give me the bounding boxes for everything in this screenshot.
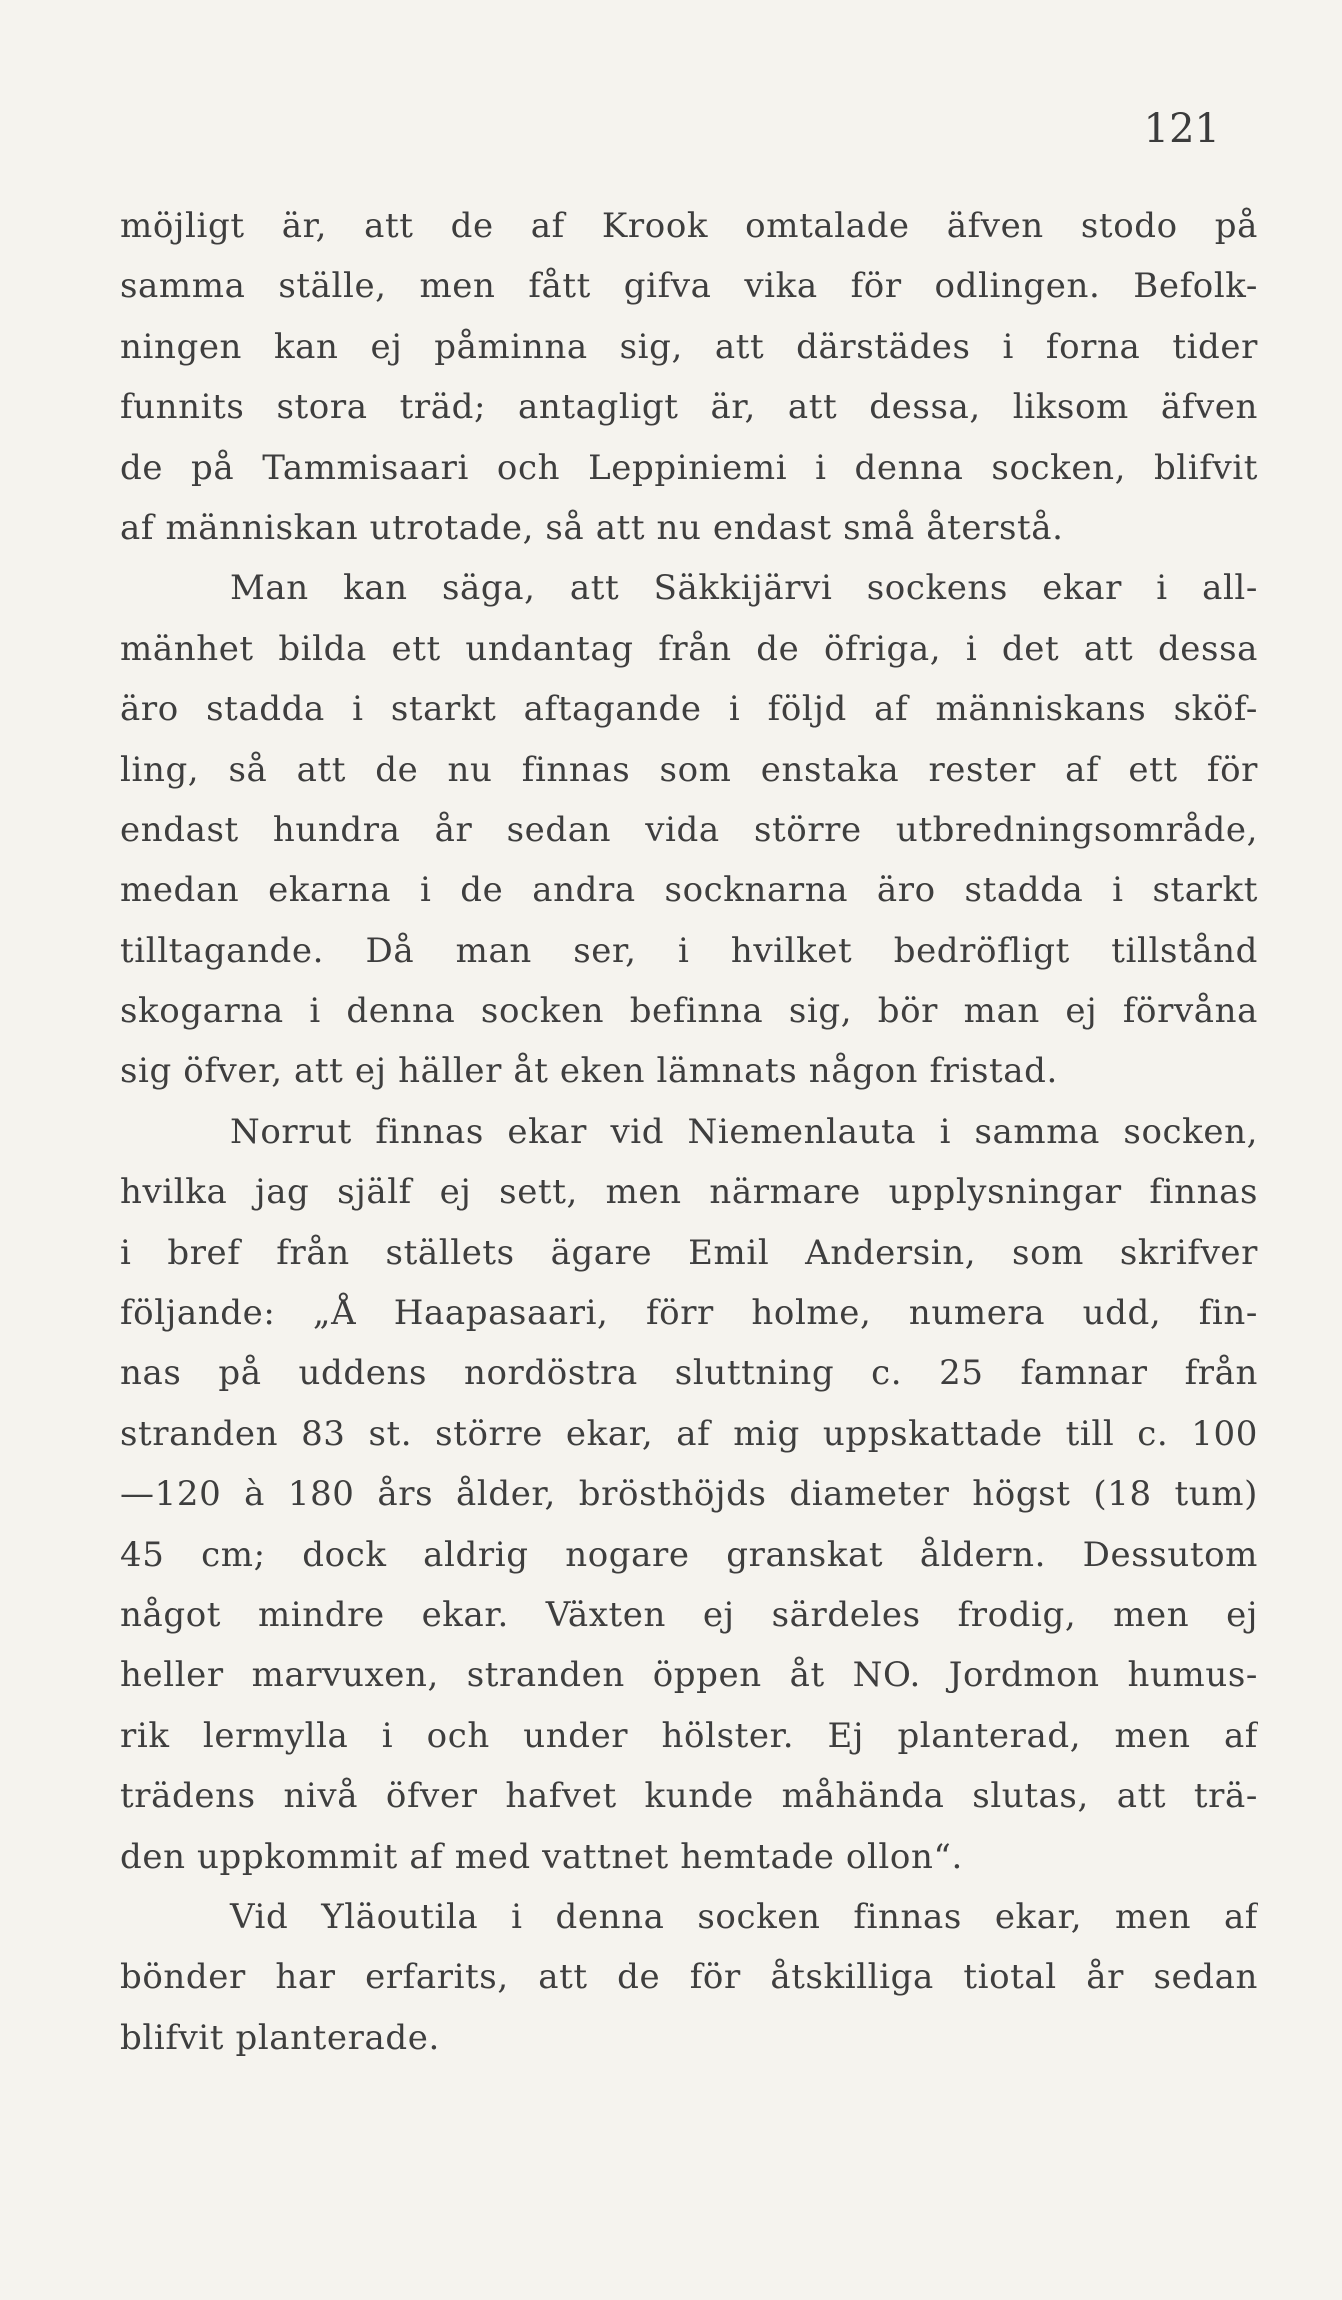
text-line: något mindre ekar. Växten ej särdeles frodig, men ej — [120, 1594, 1258, 1635]
text-line: sig öfver, att ej häller åt eken lämnats någon fristad. — [120, 1051, 1058, 1092]
text-line: Norrut finnas ekar vid Niemenlauta i samma socken, — [230, 1111, 1258, 1152]
text-line: trädens nivå öfver hafvet kunde måhända slutas, att trä- — [120, 1776, 1258, 1817]
text-line: ningen kan ej påminna sig, att därstädes i forna tider — [120, 326, 1258, 367]
text-line: tilltagande. Då man ser, i hvilket bedröfligt tillstånd — [120, 930, 1258, 971]
text-line: —120 à 180 års ålder, brösthöjds diameter högst (18 tum) — [120, 1474, 1258, 1515]
text-line: stranden 83 st. större ekar, af mig uppskattade till c. 100 — [120, 1413, 1258, 1454]
text-line: heller marvuxen, stranden öppen åt NO. Jordmon humus- — [120, 1655, 1258, 1696]
text-line: i bref från ställets ägare Emil Andersin, som skrifver — [120, 1232, 1258, 1273]
text-line: samma ställe, men fått gifva vika för odlingen. Befolk- — [120, 266, 1258, 307]
text-line: af människan utrotade, så att nu endast små återstå. — [120, 507, 1064, 548]
text-line: den uppkommit af med vattnet hemtade ollon“. — [120, 1836, 963, 1877]
text-line: möjligt är, att de af Krook omtalade äfven stodo på — [120, 206, 1258, 246]
text-line: mänhet bilda ett undantag från de öfriga, i det att dessa — [120, 628, 1258, 669]
text-line: skogarna i denna socken befinna sig, bör man ej förvåna — [120, 991, 1258, 1032]
text-line: Man kan säga, att Säkkijärvi sockens ekar i all- — [230, 568, 1258, 609]
text-line: bönder har erfarits, att de för åtskilliga tiotal år sedan — [120, 1957, 1258, 1998]
text-line: medan ekarna i de andra socknarna äro stadda i starkt — [120, 870, 1258, 911]
text-line: äro stadda i starkt aftagande i följd af människans sköf- — [120, 689, 1258, 730]
page-number: 121 — [1143, 106, 1220, 152]
text-line: hvilka jag själf ej sett, men närmare upplysningar finnas — [120, 1172, 1258, 1213]
text-line: funnits stora träd; antagligt är, att dessa, liksom äfven — [120, 387, 1258, 428]
text-line: Vid Yläoutila i denna socken finnas ekar, men af — [230, 1896, 1258, 1937]
text-line: ling, så att de nu finnas som enstaka rester af ett för — [120, 749, 1258, 790]
body-text — [120, 196, 1258, 2068]
text-line: nas på uddens nordöstra sluttning c. 25 famnar från — [120, 1353, 1258, 1394]
text-line: endast hundra år sedan vida större utbredningsområde, — [120, 809, 1258, 850]
text-line: följande: „Å Haapasaari, förr holme, numera udd, fin- — [120, 1293, 1258, 1334]
text-line: rik lermylla i och under hölster. Ej planterad, men af — [120, 1715, 1258, 1756]
text-line: de på Tammisaari och Leppiniemi i denna socken, blifvit — [120, 447, 1258, 488]
text-line: 45 cm; dock aldrig nogare granskat åldern. Dessutom — [120, 1534, 1258, 1575]
text-line: blifvit planterade. — [120, 2017, 440, 2058]
